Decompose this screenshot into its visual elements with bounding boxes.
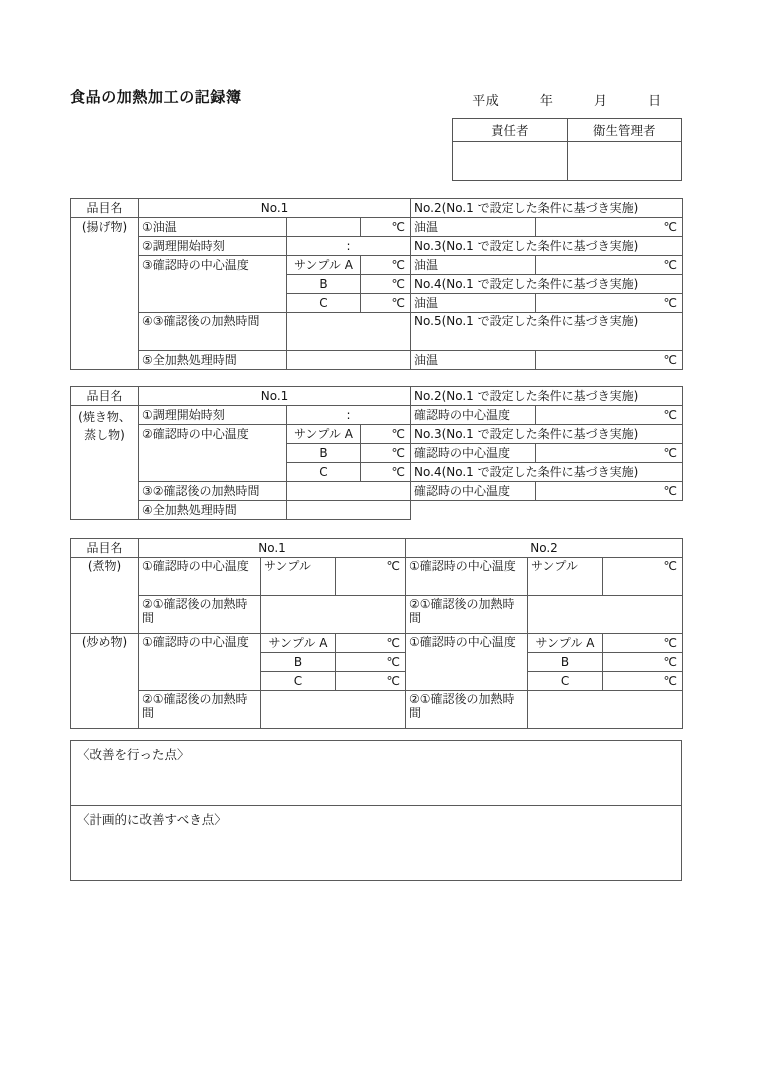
heating-time-cell-right[interactable] bbox=[528, 691, 683, 729]
row-label-cook-start-time: ①調理開始時刻 bbox=[139, 406, 287, 425]
signature-header-row bbox=[453, 119, 682, 142]
no3-header: No.3(No.1 で設定した条件に基づき実施) bbox=[411, 425, 683, 444]
category-line-1: (焼き物、 bbox=[78, 410, 131, 424]
table-row bbox=[71, 237, 683, 256]
heating-time-cell-left[interactable] bbox=[261, 691, 406, 729]
table-row bbox=[71, 425, 683, 444]
right-unit-celsius[interactable]: ℃ bbox=[536, 406, 683, 425]
sample-b-cell: B bbox=[287, 275, 361, 294]
hygiene-manager-field[interactable] bbox=[567, 142, 682, 181]
sample-c-cell-right: C bbox=[528, 672, 603, 691]
notes-table bbox=[70, 740, 682, 881]
right-label-oil-temp: 油温 bbox=[411, 351, 536, 370]
row-label-total-heating-time: ④全加熱処理時間 bbox=[139, 501, 287, 520]
improvements-made-label: 〈改善を行った点〉 bbox=[77, 747, 190, 762]
sample-c-cell-left: C bbox=[261, 672, 336, 691]
category-fried: (揚げ物) bbox=[71, 218, 139, 370]
table-row bbox=[71, 313, 683, 351]
signature-entry-row bbox=[453, 142, 682, 181]
signature-table bbox=[452, 118, 682, 181]
heating-time-cell[interactable] bbox=[287, 482, 411, 501]
heating-time-cell[interactable] bbox=[287, 313, 411, 351]
sample-c-cell: C bbox=[287, 463, 361, 482]
row-label-heating-time-after-check: ③②確認後の加熱時間 bbox=[139, 482, 287, 501]
total-heating-time-cell[interactable] bbox=[287, 351, 411, 370]
row-label-total-heating-time: ⑤全加熱処理時間 bbox=[139, 351, 287, 370]
row-label-heating-time-left: ②①確認後の加熱時間 bbox=[139, 691, 261, 729]
right-unit-celsius[interactable]: ℃ bbox=[536, 444, 683, 463]
no5-header: No.5(No.1 で設定した条件に基づき実施) bbox=[411, 313, 683, 351]
right-unit-celsius[interactable]: ℃ bbox=[536, 218, 683, 237]
right-unit-celsius[interactable]: ℃ bbox=[536, 294, 683, 313]
unit-celsius-left[interactable]: ℃ bbox=[336, 558, 406, 596]
planned-improvements-label: 〈計画的に改善すべき点〉 bbox=[77, 812, 227, 827]
item-name-header: 品目名 bbox=[71, 387, 139, 406]
table-row bbox=[71, 501, 683, 520]
table-row bbox=[71, 256, 683, 275]
table-row bbox=[71, 634, 683, 653]
sample-cell-right: サンプル bbox=[528, 558, 603, 596]
row-label-core-temp-left: ①確認時の中心温度 bbox=[139, 558, 261, 596]
row-label-heating-time-after-check: ④③確認後の加熱時間 bbox=[139, 313, 287, 351]
heating-time-cell-right[interactable] bbox=[528, 596, 683, 634]
table-row-header bbox=[71, 199, 683, 218]
sample-cell[interactable] bbox=[287, 218, 361, 237]
right-label-oil-temp: 油温 bbox=[411, 218, 536, 237]
improvements-made-box[interactable] bbox=[71, 741, 682, 806]
table-row-header bbox=[71, 539, 683, 558]
sample-b-unit[interactable]: ℃ bbox=[361, 275, 411, 294]
table-row bbox=[71, 218, 683, 237]
sample-c-unit[interactable]: ℃ bbox=[361, 463, 411, 482]
responsible-person-header: 責任者 bbox=[453, 119, 568, 142]
time-entry-cell[interactable]: : bbox=[287, 406, 411, 425]
year-label: 年 bbox=[539, 94, 554, 109]
planned-improvements-box[interactable] bbox=[71, 806, 682, 881]
right-label-core-temp: 確認時の中心温度 bbox=[411, 482, 536, 501]
right-label-core-temp: 確認時の中心温度 bbox=[411, 406, 536, 425]
no4-header: No.4(No.1 で設定した条件に基づき実施) bbox=[411, 275, 683, 294]
sample-b-cell-right: B bbox=[528, 653, 603, 672]
row-label-oil-temp: ①油温 bbox=[139, 218, 287, 237]
sample-cell-left: サンプル bbox=[261, 558, 336, 596]
right-unit-celsius[interactable]: ℃ bbox=[536, 482, 683, 501]
era-label: 平成 bbox=[472, 94, 500, 109]
sample-a-unit-right[interactable]: ℃ bbox=[603, 634, 683, 653]
month-label: 月 bbox=[594, 94, 608, 109]
table-row bbox=[71, 482, 683, 501]
table-row-header bbox=[71, 387, 683, 406]
sample-a-cell: サンプル A bbox=[287, 256, 361, 275]
sample-b-unit[interactable]: ℃ bbox=[361, 444, 411, 463]
sample-c-unit-left[interactable]: ℃ bbox=[336, 672, 406, 691]
sample-a-cell-right: サンプル A bbox=[528, 634, 603, 653]
notes-row-improved bbox=[71, 741, 682, 806]
table-row bbox=[71, 691, 683, 729]
row-label-core-temp-right: ①確認時の中心温度 bbox=[406, 634, 528, 691]
right-unit-celsius[interactable]: ℃ bbox=[536, 256, 683, 275]
category-stirfried: (炒め物) bbox=[71, 634, 139, 729]
category-line-2: 蒸し物) bbox=[84, 428, 125, 442]
table-simmered-stirfried-foods bbox=[70, 538, 683, 729]
no1-header: No.1 bbox=[139, 199, 411, 218]
notes-row-planned bbox=[71, 806, 682, 881]
heating-time-cell-left[interactable] bbox=[261, 596, 406, 634]
no2-header: No.2(No.1 で設定した条件に基づき実施) bbox=[411, 387, 683, 406]
item-name-header: 品目名 bbox=[71, 199, 139, 218]
row-label-heating-time-left: ②①確認後の加熱時間 bbox=[139, 596, 261, 634]
unit-celsius-right[interactable]: ℃ bbox=[603, 558, 683, 596]
hygiene-manager-header: 衛生管理者 bbox=[567, 119, 682, 142]
no1-header: No.1 bbox=[139, 539, 406, 558]
category-grilled-steamed bbox=[71, 406, 139, 520]
empty-filler bbox=[411, 501, 683, 520]
sample-a-unit[interactable]: ℃ bbox=[361, 425, 411, 444]
row-label-heating-time-right: ②①確認後の加熱時間 bbox=[406, 691, 528, 729]
table-fried-foods bbox=[70, 198, 683, 370]
table-grilled-steamed-foods bbox=[70, 386, 683, 520]
sample-c-cell: C bbox=[287, 294, 361, 313]
sample-a-unit[interactable]: ℃ bbox=[361, 256, 411, 275]
no3-header: No.3(No.1 で設定した条件に基づき実施) bbox=[411, 237, 683, 256]
responsible-person-field[interactable] bbox=[453, 142, 568, 181]
row-label-core-temp: ②確認時の中心温度 bbox=[139, 425, 287, 482]
right-label-core-temp: 確認時の中心温度 bbox=[411, 444, 536, 463]
item-name-header: 品目名 bbox=[71, 539, 139, 558]
row-label-core-temp-left: ①確認時の中心温度 bbox=[139, 634, 261, 691]
sample-b-cell: B bbox=[287, 444, 361, 463]
right-label-oil-temp: 油温 bbox=[411, 294, 536, 313]
no2-header: No.2 bbox=[406, 539, 683, 558]
row-label-cook-start-time: ②調理開始時刻 bbox=[139, 237, 287, 256]
table-row bbox=[71, 596, 683, 634]
row-label-core-temp: ③確認時の中心温度 bbox=[139, 256, 287, 313]
sample-a-unit-left[interactable]: ℃ bbox=[336, 634, 406, 653]
sample-c-unit-right[interactable]: ℃ bbox=[603, 672, 683, 691]
sample-b-unit-right[interactable]: ℃ bbox=[603, 653, 683, 672]
time-entry-cell[interactable]: : bbox=[287, 237, 411, 256]
sample-c-unit[interactable]: ℃ bbox=[361, 294, 411, 313]
right-unit-celsius[interactable]: ℃ bbox=[536, 351, 683, 370]
row-label-heating-time-right: ②①確認後の加熱時間 bbox=[406, 596, 528, 634]
category-simmered: (煮物) bbox=[71, 558, 139, 634]
right-label-oil-temp: 油温 bbox=[411, 256, 536, 275]
sample-b-unit-left[interactable]: ℃ bbox=[336, 653, 406, 672]
table-row bbox=[71, 406, 683, 425]
row-label-core-temp-right: ①確認時の中心温度 bbox=[406, 558, 528, 596]
no4-header: No.4(No.1 で設定した条件に基づき実施) bbox=[411, 463, 683, 482]
page-title: 食品の加熱加工の記録簿 bbox=[70, 88, 242, 106]
sample-a-cell: サンプル A bbox=[287, 425, 361, 444]
table-row bbox=[71, 351, 683, 370]
day-label: 日 bbox=[648, 94, 662, 109]
date-line bbox=[452, 90, 682, 109]
sample-b-cell-left: B bbox=[261, 653, 336, 672]
no2-header: No.2(No.1 で設定した条件に基づき実施) bbox=[411, 199, 683, 218]
no1-header: No.1 bbox=[139, 387, 411, 406]
sample-a-cell-left: サンプル A bbox=[261, 634, 336, 653]
table-row bbox=[71, 558, 683, 596]
total-heating-time-cell[interactable] bbox=[287, 501, 411, 520]
unit-celsius[interactable]: ℃ bbox=[361, 218, 411, 237]
